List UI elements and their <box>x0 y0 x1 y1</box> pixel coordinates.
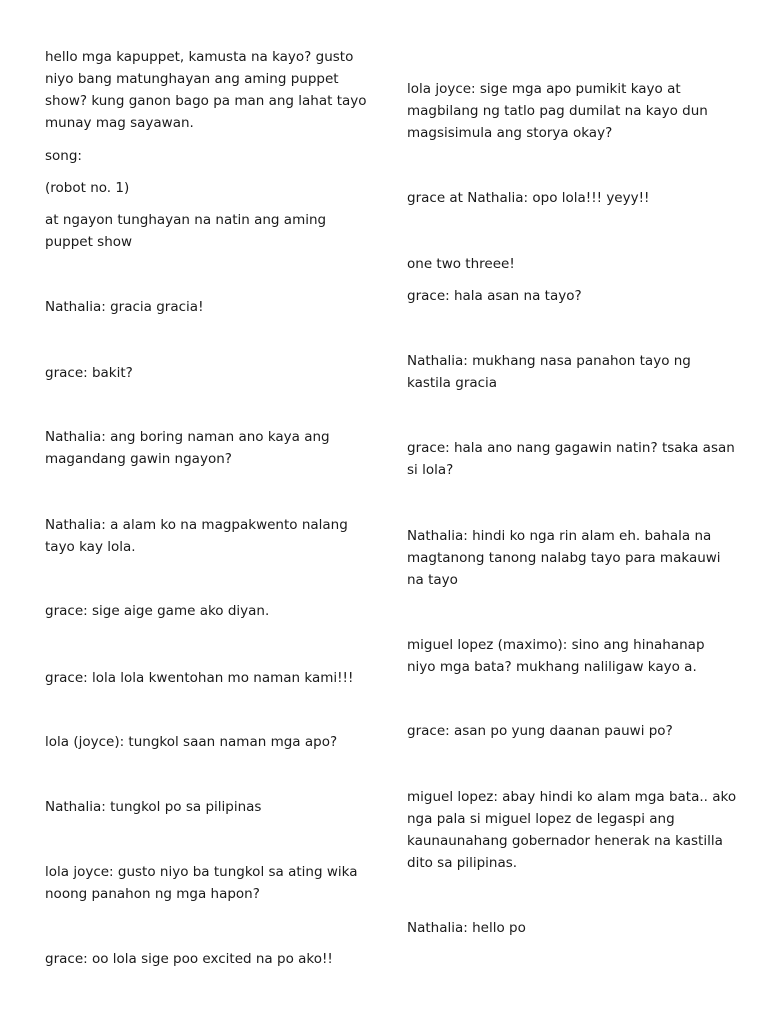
dialogue-line: Nathalia: gracia gracia! <box>45 299 204 315</box>
dialogue-line: Nathalia: a alam ko na magpakwento nalang tayo kay lola. <box>45 517 348 555</box>
dialogue-line: one two threee! <box>407 256 515 272</box>
dialogue-line: Nathalia: mukhang nasa panahon tayo ng kastila gracia <box>407 353 691 391</box>
dialogue-line: miguel lopez: abay hindi ko alam mga bata.. ako nga pala si miguel lopez de legaspi ang kaunaunahang gobernador henerak na kastilla dito sa pilipinas. <box>407 789 737 871</box>
dialogue-line: Nathalia: hindi ko nga rin alam eh. bahala na magtanong tanong nalabg tayo para makauwi na tayo <box>407 528 721 588</box>
dialogue-line: lola (joyce): tungkol saan naman mga apo? <box>45 734 338 750</box>
paragraph-song: song: <box>45 148 82 164</box>
dialogue-line: grace: hala ano nang gagawin natin? tsaka asan si lola? <box>407 440 735 478</box>
dialogue-line: grace: lola lola kwentohan mo naman kami!!! <box>45 670 354 686</box>
dialogue-line: grace: sige aige game ako diyan. <box>45 603 270 619</box>
dialogue-line: lola joyce: gusto niyo ba tungkol sa ating wika noong panahon ng mga hapon? <box>45 864 358 902</box>
dialogue-line: Nathalia: ang boring naman ano kaya ang magandang gawin ngayon? <box>45 429 330 467</box>
dialogue-line: grace: bakit? <box>45 365 133 381</box>
dialogue-line: Nathalia: hello po <box>407 920 526 936</box>
dialogue-line: grace: oo lola sige poo excited na po ako!! <box>45 951 333 967</box>
paragraph-intro: hello mga kapuppet, kamusta na kayo? gusto niyo bang matunghayan ang aming puppet show? kung ganon bago pa man ang lahat tayo munay mag sayawan. <box>45 49 367 131</box>
paragraph-robot: (robot no. 1) <box>45 180 130 196</box>
paragraph-puppet-show: at ngayon tunghayan na natin ang aming puppet show <box>45 212 327 250</box>
dialogue-line: grace at Nathalia: opo lola!!! yeyy!! <box>407 190 650 206</box>
dialogue-line: Nathalia: tungkol po sa pilipinas <box>45 799 262 815</box>
dialogue-line: grace: hala asan na tayo? <box>407 288 582 304</box>
dialogue-line: lola joyce: sige mga apo pumikit kayo at magbilang ng tatlo pag dumilat na kayo dun magsisimula ang storya okay? <box>407 81 708 141</box>
dialogue-line: grace: asan po yung daanan pauwi po? <box>407 723 673 739</box>
dialogue-line: miguel lopez (maximo): sino ang hinahanap niyo mga bata? mukhang naliligaw kayo a. <box>407 637 705 675</box>
